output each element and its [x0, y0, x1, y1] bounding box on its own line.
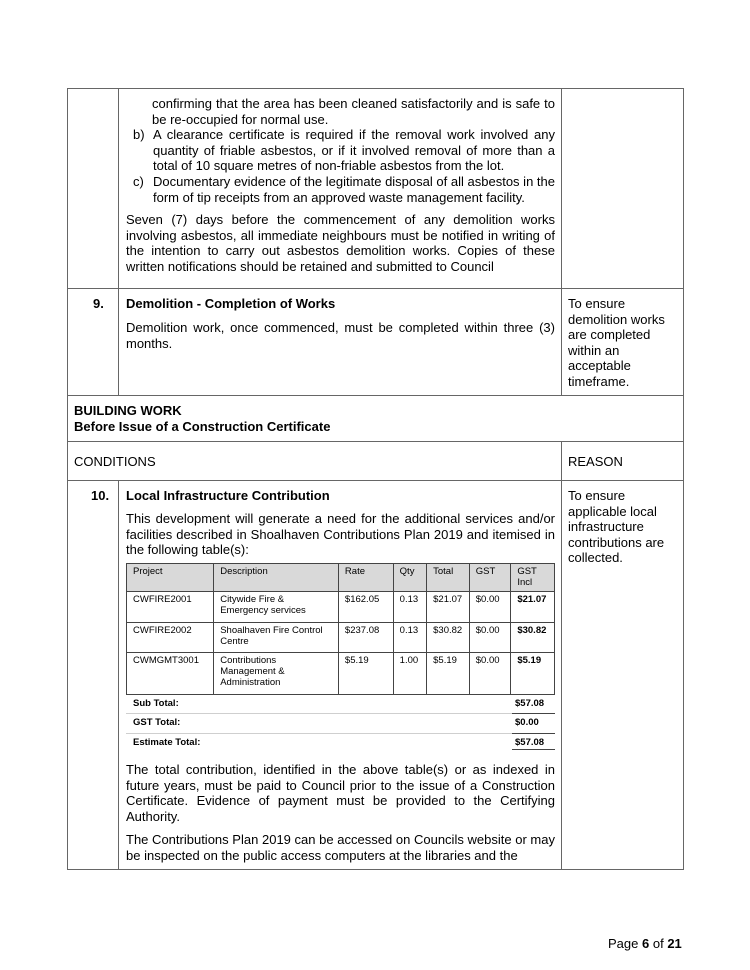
cell-total: $30.82 [427, 623, 470, 653]
estimate-total-label: Estimate Total: [133, 737, 201, 748]
page-current: 6 [642, 936, 650, 951]
cell-gst: $0.00 [469, 592, 511, 623]
cell-gst-incl: $21.07 [511, 592, 555, 623]
row-divider [67, 480, 684, 481]
reason-column-divider-top [561, 88, 562, 396]
header-description: Description [214, 564, 339, 592]
header-rate: Rate [338, 564, 393, 592]
cell-gst: $0.00 [469, 623, 511, 653]
condition-9-title: Demolition - Completion of Works [126, 296, 336, 311]
reason-column-divider-bottom [561, 441, 562, 870]
reason-line: demolition works [568, 311, 665, 327]
page-total: 21 [667, 936, 682, 951]
sub-total-value: $57.08 [515, 698, 545, 709]
gst-total-value: $0.00 [515, 717, 539, 728]
list-letter: b) [133, 127, 145, 142]
estimate-total-value: $57.08 [515, 737, 545, 748]
list-body: Documentary evidence of the legitimate disposal of all asbestos in the form of tip receipts from an approved waste management facility. [153, 174, 555, 205]
table-row [127, 592, 555, 623]
cell-gst: $0.00 [469, 653, 511, 695]
page-number [608, 936, 682, 951]
condition-10-title: Local Infrastructure Contribution [126, 488, 330, 503]
cell-rate: $5.19 [338, 653, 393, 695]
cell-description: Contributions Management & Administration [214, 653, 339, 695]
cell-qty: 0.13 [393, 592, 426, 623]
number-column-divider-top [118, 88, 119, 396]
cell-rate: $162.05 [338, 592, 393, 623]
page-of: of [652, 936, 664, 951]
page-label: Page [608, 936, 639, 951]
continued-intro-text: confirming that the area has been cleaned satisfactorily and is safe to be re-occupied for normal use. [152, 96, 555, 127]
header-gst: GST [469, 564, 511, 592]
cell-gst-incl: $5.19 [511, 653, 555, 695]
reason-line: collected. [568, 550, 623, 566]
table-row [127, 623, 555, 653]
table-row [127, 653, 555, 695]
reason-line: acceptable [568, 358, 631, 374]
reason-line: applicable local [568, 503, 657, 519]
list-body: A clearance certificate is required if the removal work involved any quantity of friable asbestos, or if it involved removal of more than a total of 10 square metres of non-friable asbestos from the lot. [153, 127, 555, 174]
reason-column-heading: REASON [568, 454, 623, 469]
reason-line: timeframe. [568, 373, 630, 389]
contributions-table [126, 563, 555, 695]
row-divider [67, 441, 684, 442]
header-qty: Qty [393, 564, 426, 592]
row-divider [67, 288, 684, 289]
condition-9-body: Demolition work, once commenced, must be completed within three (3) months. [126, 320, 555, 351]
cell-project: CWFIRE2001 [127, 592, 214, 623]
gst-total-row [126, 714, 555, 732]
cell-description: Citywide Fire & Emergency services [214, 592, 339, 623]
cell-project: CWFIRE2002 [127, 623, 214, 653]
cell-qty: 0.13 [393, 623, 426, 653]
header-project: Project [127, 564, 214, 592]
reason-line: contributions are [568, 534, 665, 550]
cell-description: Shoalhaven Fire Control Centre [214, 623, 339, 653]
contribution-payment-text: The total contribution, identified in the above table(s) or as indexed in future years, must be paid to Council prior to the issue of a Construction Certificate. Evidence of payment must be provided to the Certifying Authority. [126, 762, 555, 824]
section-heading: BUILDING WORK [74, 403, 182, 418]
header-total: Total [427, 564, 470, 592]
gst-total-label: GST Total: [133, 717, 181, 728]
total-divider [512, 749, 555, 750]
conditions-column-heading: CONDITIONS [74, 454, 156, 469]
sub-total-label: Sub Total: [133, 698, 179, 709]
cell-gst-incl: $30.82 [511, 623, 555, 653]
cell-total: $5.19 [427, 653, 470, 695]
header-gst-incl: GST Incl [511, 564, 555, 592]
cell-rate: $237.08 [338, 623, 393, 653]
condition-number-9: 9. [93, 296, 104, 311]
contributions-plan-access-text: The Contributions Plan 2019 can be accessed on Councils website or may be inspected on the public access computers at the libraries and the [126, 832, 555, 863]
asbestos-notice-text: Seven (7) days before the commencement of any demolition works involving asbestos, all immediate neighbours must be notified in writing of the intention to carry out asbestos demolition works. Copies of these written notifications should be retained and submitted to Council [126, 212, 555, 274]
reason-line: To ensure [568, 488, 626, 503]
reason-line: To ensure [568, 296, 626, 311]
row-divider [67, 395, 684, 396]
cell-project: CWMGMT3001 [127, 653, 214, 695]
cell-total: $21.07 [427, 592, 470, 623]
condition-10-intro: This development will generate a need for the additional services and/or facilities described in Shoalhaven Contributions Plan 2019 and itemised in the following table(s): [126, 511, 555, 558]
sub-total-row [126, 695, 555, 713]
list-letter: c) [133, 174, 144, 189]
condition-9-reason [568, 296, 678, 390]
conditions-table-frame [67, 88, 684, 870]
reason-line: are completed [568, 327, 651, 343]
condition-10-reason [568, 488, 680, 566]
number-column-divider-bottom [118, 480, 119, 870]
section-subheading: Before Issue of a Construction Certificate [74, 419, 331, 434]
condition-number-10: 10. [91, 488, 110, 503]
cell-qty: 1.00 [393, 653, 426, 695]
estimate-total-row [126, 734, 555, 752]
reason-line: within an [568, 342, 620, 358]
reason-line: infrastructure [568, 519, 644, 535]
